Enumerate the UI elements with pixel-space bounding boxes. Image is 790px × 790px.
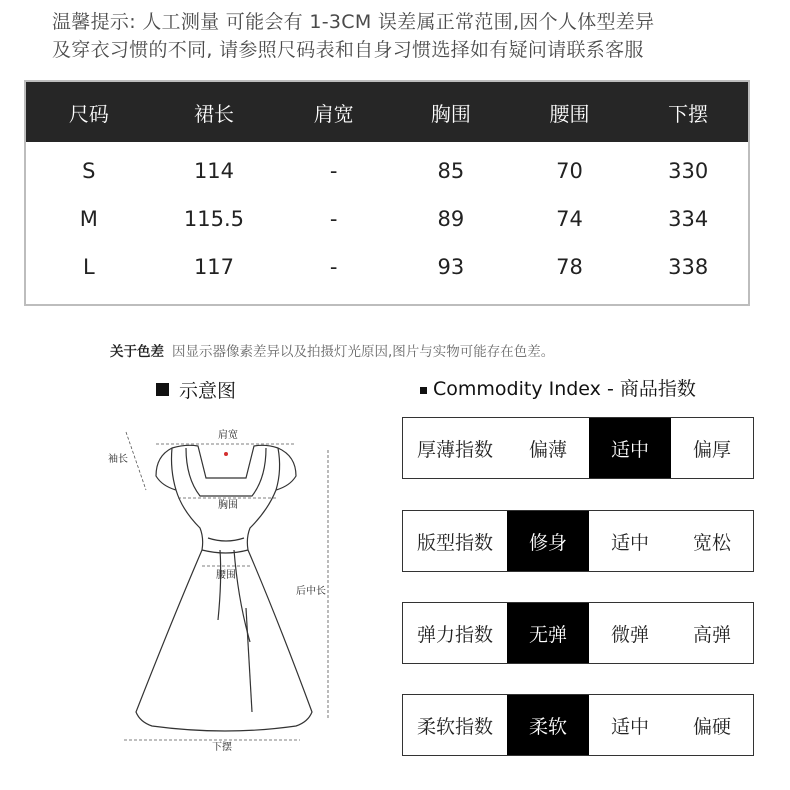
index-row-softness xyxy=(402,694,754,756)
color-difference-note xyxy=(110,340,554,360)
table-cell: 74 xyxy=(556,207,583,231)
label-waist: 腰围 xyxy=(216,570,236,581)
index-option: 柔软 xyxy=(507,695,589,755)
table-cell: 117 xyxy=(193,255,235,279)
label-chest: 胸围 xyxy=(218,500,238,511)
header-chest: 胸围 xyxy=(430,101,471,126)
color-note-title: 关于色差 xyxy=(110,344,164,360)
table-cell: - xyxy=(329,159,338,183)
table-row xyxy=(26,195,748,243)
square-bullet-icon xyxy=(156,383,169,396)
index-option: 偏硬 xyxy=(692,715,731,738)
color-note-text: 因显示器像素差异以及拍摄灯光原因,图片与实物可能存在色差。 xyxy=(172,344,555,360)
label-sleeve: 袖长 xyxy=(108,454,128,465)
index-title xyxy=(420,374,696,401)
table-row xyxy=(26,147,748,195)
dress-diagram xyxy=(100,410,360,770)
header-size: 尺码 xyxy=(68,101,109,126)
table-cell: 85 xyxy=(437,159,465,183)
notice-line-2: 及穿衣习惯的不同, 请参照尺码表和自身习惯选择如有疑问请联系客服 xyxy=(52,39,644,61)
index-option: 适中 xyxy=(589,418,671,478)
sleeve-measure-line xyxy=(126,432,146,490)
table-cell: M xyxy=(79,207,98,231)
table-cell: - xyxy=(329,207,338,231)
index-label: 厚薄指数 xyxy=(416,438,493,461)
table-cell: - xyxy=(329,255,338,279)
index-option: 偏厚 xyxy=(692,438,731,461)
index-row-fit xyxy=(402,510,754,572)
table-cell: S xyxy=(82,159,96,183)
square-bullet-icon xyxy=(420,387,427,394)
header-length: 裙长 xyxy=(193,101,234,126)
header-hem: 下摆 xyxy=(668,101,709,126)
left-sleeve-seam xyxy=(172,448,177,490)
index-label: 弹力指数 xyxy=(416,623,493,646)
index-option: 适中 xyxy=(610,715,649,738)
index-title-text: Commodity Index - 商品指数 xyxy=(433,378,696,400)
index-option: 修身 xyxy=(507,511,589,571)
table-cell: 70 xyxy=(556,159,583,183)
notice-text xyxy=(52,8,772,64)
diagram-title-text: 示意图 xyxy=(179,380,237,402)
table-row xyxy=(26,243,748,291)
table-cell: 330 xyxy=(668,159,709,183)
dress-outline xyxy=(136,445,312,731)
size-table-body xyxy=(26,142,748,291)
index-label: 柔软指数 xyxy=(416,715,493,738)
table-cell: 93 xyxy=(437,255,465,279)
index-option: 高弹 xyxy=(692,623,731,646)
table-cell: 114 xyxy=(193,159,235,183)
size-table-header xyxy=(26,82,748,142)
label-length: 后中长 xyxy=(296,586,326,597)
waist-gather xyxy=(202,550,248,553)
index-option: 无弹 xyxy=(507,603,589,663)
table-cell: L xyxy=(82,255,95,279)
size-table xyxy=(24,80,750,306)
index-option: 微弹 xyxy=(610,623,649,646)
center-mark xyxy=(224,452,228,456)
index-row-elasticity xyxy=(402,602,754,664)
index-label: 版型指数 xyxy=(416,531,493,554)
notice-line-1: 温馨提示: 人工测量 可能会有 1-3CM 误差属正常范围,因个人体型差异 xyxy=(52,11,655,33)
index-option: 适中 xyxy=(610,531,649,554)
table-cell: 89 xyxy=(437,207,465,231)
index-row-thickness xyxy=(402,417,754,479)
diagram-title xyxy=(156,376,236,403)
header-shoulder: 肩宽 xyxy=(313,101,354,126)
label-hem: 下摆 xyxy=(212,742,232,753)
table-cell: 78 xyxy=(556,255,583,279)
table-cell: 115.5 xyxy=(183,207,245,231)
right-sleeve-seam xyxy=(276,448,280,490)
header-waist: 腰围 xyxy=(549,101,590,126)
index-option: 宽松 xyxy=(692,531,731,554)
index-option: 偏薄 xyxy=(528,438,567,461)
label-shoulder: 肩宽 xyxy=(218,430,238,441)
table-cell: 338 xyxy=(668,255,709,279)
table-cell: 334 xyxy=(668,207,709,231)
